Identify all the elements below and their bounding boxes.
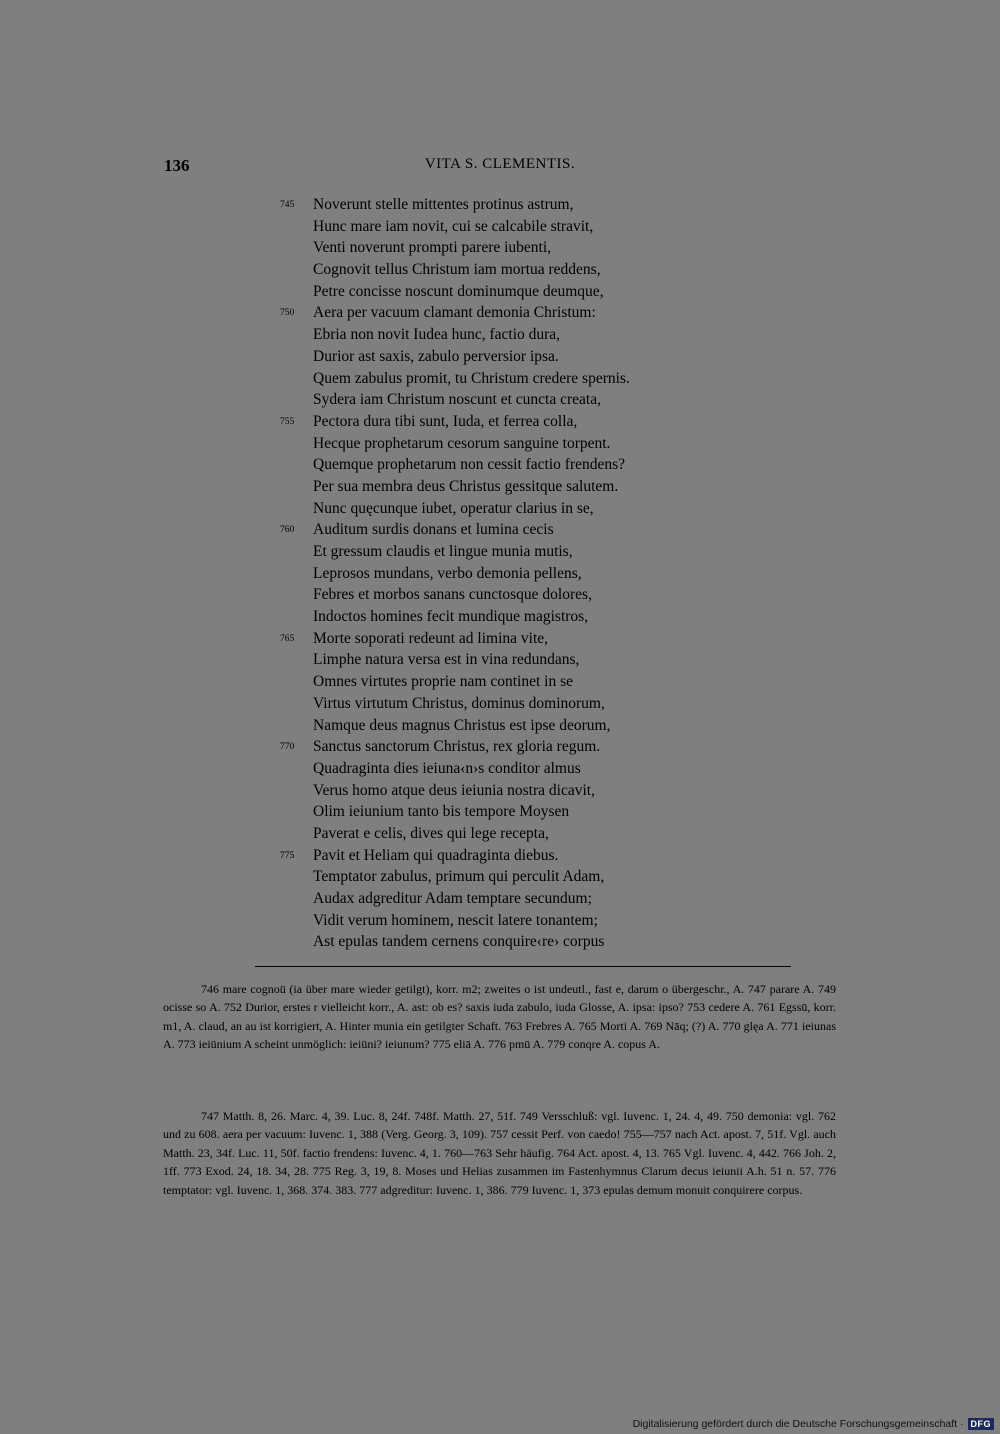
verse-line xyxy=(280,931,840,953)
line-number: 750 xyxy=(280,308,295,319)
footer-text: Digitalisierung gefördert durch die Deutsche Forschungsgemeinschaft · xyxy=(632,1418,964,1430)
line-number: 745 xyxy=(280,200,295,210)
source-notes xyxy=(163,1107,836,1199)
verse-line xyxy=(280,433,840,455)
critical-apparatus xyxy=(163,980,836,1054)
verse-line xyxy=(280,389,840,411)
verse-line xyxy=(280,519,840,541)
verse-text: Quemque prophetarum non cessit factio frendens? xyxy=(313,456,626,474)
verse-line xyxy=(280,281,840,303)
verse-text: Indoctos homines fecit mundique magistros, xyxy=(313,608,589,626)
verse-line xyxy=(280,736,840,758)
verse-text: Quadraginta dies ieiuna‹n›s conditor almus xyxy=(313,759,581,777)
page-header xyxy=(164,156,836,180)
verse-line xyxy=(280,216,840,238)
verse-line xyxy=(280,823,840,845)
verse-text: Paverat e celis, dives qui lege recepta, xyxy=(313,824,549,842)
verse-text: Verus homo atque deus ieiunia nostra dicavit, xyxy=(313,781,595,799)
verse-line xyxy=(280,302,840,324)
apparatus-text: 746 mare cognoū (ia über mare wieder getilgt), korr. m2; zweites o ist undeutl., fast e, darum o übergeschr., A. 747 parare A. 749 ocisse so A. 752 Durior, erstes r vielleicht korr., A. ast: ob es? saxis iuda zabulo, iuda Glosse, A. ipsa: ipso? 753 cedere A. 761 Egssū, korr. m1, A. claud, an au ist korrigiert, A. Hinter munia ein getilgter Schaft. 763 Frebres A. 765 Morti A. 769 Nāq; (?) A. 770 glęa A. 771 ieiunas A. 773 ieiūnium A scheint unmöglich: ieiūni? ieiunum? 775 eliā A. 776 pmū A. 779 conqre A. copus A. xyxy=(163,982,836,1052)
verse-text: Petre concisse noscunt dominumque deumque, xyxy=(313,282,604,300)
verse-text: Audax adgreditur Adam temptare secundum; xyxy=(313,890,592,907)
verse-text: Noverunt stelle mittentes protinus astrum, xyxy=(313,196,574,213)
line-number: 770 xyxy=(280,742,295,753)
verse-line xyxy=(280,563,840,585)
verse-line xyxy=(280,368,840,390)
verse-text: Vidit verum hominem, nescit latere tonantem; xyxy=(313,911,598,929)
running-title: VITA S. CLEMENTIS. xyxy=(424,156,576,172)
line-number: 765 xyxy=(280,633,295,644)
verse-line xyxy=(280,346,840,368)
verse-text: Omnes virtutes proprie nam continet in se xyxy=(313,673,573,691)
verse-text: Morte soporati redeunt ad limina vite, xyxy=(313,629,549,647)
line-number: 760 xyxy=(280,525,295,536)
poem-text xyxy=(280,194,840,953)
dfg-logo: DFG xyxy=(968,1418,995,1430)
verse-text: Per sua membra deus Christus gessitque salutem. xyxy=(313,477,619,495)
verse-text: Temptator zabulus, primum qui perculit Adam, xyxy=(313,868,605,886)
sources-text: 747 Matth. 8, 26. Marc. 4, 39. Luc. 8, 24f. 748f. Matth. 27, 51f. 749 Versschluß: vgl. Iuvenc. 1, 24. 4, 49. 750 demonia: vgl. 762 und zu 608. aera per vacuum: Iuvenc. 1, 388 (Verg. Georg. 3, 109). 757 cessit Perf. von caedo! 755—757 nach Act. apost. 7, 51f. Vgl. auch Matth. 23, 34f. Luc. 11, 50f. factio frendens: Iuvenc. 4, 1. 760—763 Sehr häufig. 764 Act. apost. 4, 13. 765 Vgl. Iuvenc. 4, 442. 766 Joh. 2, 1ff. 773 Exod. 24, 18. 34, 28. 775 Reg. 3, 19, 8. Moses und Helias zusammen im Fastenhymnus Clarum decus ieiunii A.h. 51 n. 57. 776 temptator: vgl. Iuvenc. 1, 368. 374. 383. 777 adgreditur: Iuvenc. 1, 386. 779 Iuvenc. 1, 373 epulas demum monuit conquirere corpus. xyxy=(163,1109,836,1197)
page-number: 136 xyxy=(164,156,190,175)
verse-text: Aera per vacuum clamant demonia Christum: xyxy=(313,304,596,322)
verse-line xyxy=(280,845,840,867)
verse-text: Hecque prophetarum cesorum sanguine torpent. xyxy=(313,434,611,452)
verse-text: Namque deus magnus Christus est ipse deorum, xyxy=(313,716,611,734)
verse-text: Sydera iam Christum noscunt et cuncta creata, xyxy=(313,391,601,409)
verse-line xyxy=(280,259,840,281)
verse-text: Nunc quęcunque iubet, operatur clarius in se, xyxy=(313,499,594,517)
verse-line xyxy=(280,584,840,606)
verse-text: Et gressum claudis et lingue munia mutis, xyxy=(313,543,573,560)
line-number: 755 xyxy=(280,416,295,427)
verse-line xyxy=(280,649,840,671)
verse-text: Limphe natura versa est in vina redundans, xyxy=(313,651,580,669)
verse-text: Quem zabulus promit, tu Christum credere spernis. xyxy=(313,369,630,387)
verse-text: Sanctus sanctorum Christus, rex gloria regum. xyxy=(313,738,601,756)
verse-line xyxy=(280,411,840,433)
verse-line xyxy=(280,476,840,498)
verse-text: Cognovit tellus Christum iam mortua reddens, xyxy=(313,261,601,279)
verse-line xyxy=(280,237,840,259)
verse-line xyxy=(280,324,840,346)
verse-line xyxy=(280,671,840,693)
verse-line xyxy=(280,693,840,715)
verse-line xyxy=(280,888,840,910)
verse-line xyxy=(280,866,840,888)
verse-text: Pavit et Heliam qui quadraginta diebus. xyxy=(313,846,559,864)
verse-text: Virtus virtutum Christus, dominus dominorum, xyxy=(313,694,605,712)
verse-line xyxy=(280,541,840,563)
verse-line xyxy=(280,715,840,737)
verse-text: Venti noverunt prompti parere iubenti, xyxy=(313,239,552,257)
verse-text: Auditum surdis donans et lumina cecis xyxy=(313,521,554,539)
verse-line xyxy=(280,498,840,520)
verse-line xyxy=(280,454,840,476)
verse-text: Durior ast saxis, zabulo perversior ipsa. xyxy=(313,347,559,365)
footnote-divider xyxy=(255,966,791,967)
verse-line xyxy=(280,606,840,628)
verse-text: Olim ieiunium tanto bis tempore Moysen xyxy=(313,803,570,821)
verse-line xyxy=(280,194,840,216)
verse-text: Ast epulas tandem cernens conquire‹re› corpus xyxy=(313,933,605,951)
digitization-footer xyxy=(633,1418,994,1430)
verse-text: Leprosos mundans, verbo demonia pellens, xyxy=(313,564,582,582)
verse-line xyxy=(280,801,840,823)
verse-text: Hunc mare iam novit, cui se calcabile stravit, xyxy=(313,217,594,235)
verse-text: Pectora dura tibi sunt, Iuda, et ferrea colla, xyxy=(313,412,578,430)
verse-line xyxy=(280,910,840,932)
verse-text: Febres et morbos sanans cunctosque dolores, xyxy=(313,586,592,604)
verse-line xyxy=(280,628,840,650)
verse-line xyxy=(280,758,840,780)
verse-text: Ebria non novit Iudea hunc, factio dura, xyxy=(313,326,561,344)
line-number: 775 xyxy=(280,850,295,861)
verse-line xyxy=(280,780,840,802)
